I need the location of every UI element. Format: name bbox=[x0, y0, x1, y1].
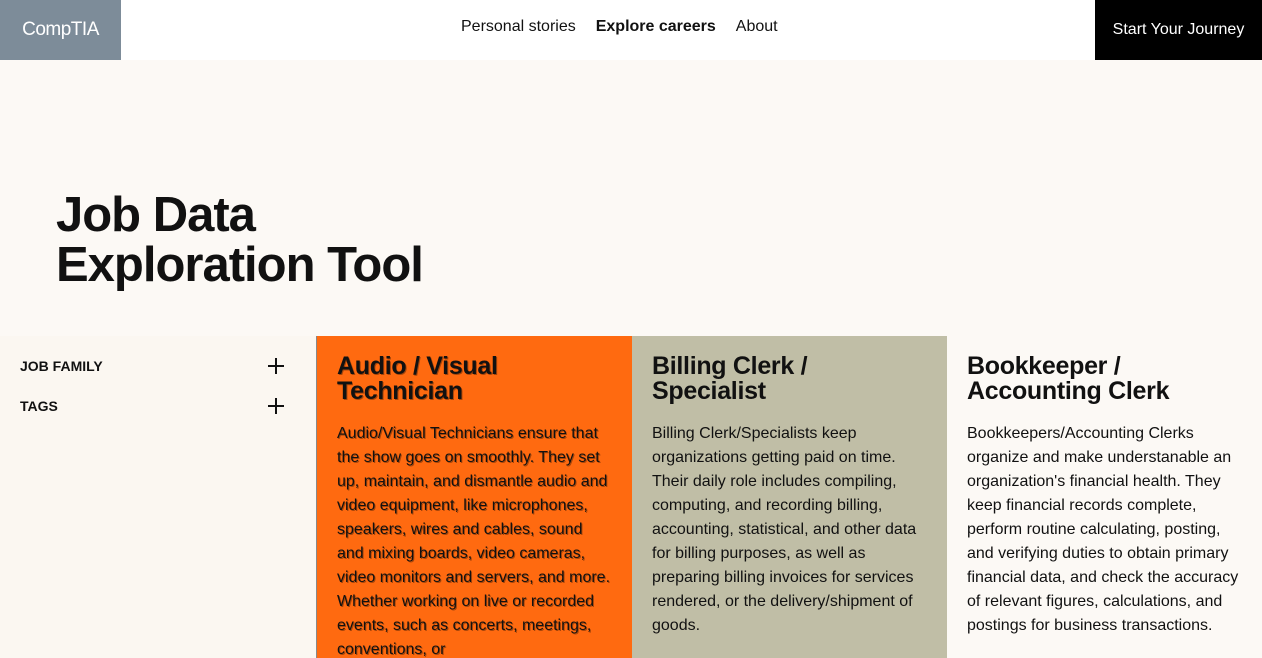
job-card-bookkeeper[interactable] bbox=[947, 336, 1262, 658]
nav-about[interactable]: About bbox=[735, 18, 778, 35]
filter-tags[interactable] bbox=[20, 394, 284, 418]
job-card-description: Bookkeepers/Accounting Clerks organize and make understanable an organization's financial health. They keep financial records complete, perform routine calculating, posting, and verifying duties to obtain primary financial data, and check the accuracy of relevant figures, calculations, and postings for business transactions. bbox=[967, 425, 1239, 634]
job-card-audio-visual-technician[interactable] bbox=[316, 336, 632, 658]
job-card-billing-clerk[interactable] bbox=[632, 336, 947, 658]
filter-job-family[interactable] bbox=[20, 354, 284, 378]
job-card-description: Billing Clerk/Specialists keep organizations getting paid on time. Their daily role includes compiling, computing, and recording billing, accounting, statistical, and other data for billing purposes, as well as preparing billing invoices for services rendered, or the delivery/shipment of goods. bbox=[652, 425, 917, 634]
page-title-line-2: Exploration Tool bbox=[56, 238, 423, 292]
job-card-title: Audio / Visual Technician bbox=[337, 352, 498, 405]
job-card-description: Audio/Visual Technicians ensure that the show goes on smoothly. They set up, maintain, and dismantle audio and video equipment, like microphones, speakers, wires and cables, sound and mixing boards, video cameras, video monitors and servers, and more. Whether working on live or recorded events, such as concerts, meetings, conventions, or bbox=[337, 425, 611, 658]
nav-personal-stories[interactable]: Personal stories bbox=[461, 18, 576, 35]
job-card-title: Billing Clerk / Specialist bbox=[652, 352, 808, 405]
main-nav bbox=[461, 18, 778, 36]
comptia-logo[interactable]: CompTIA bbox=[0, 0, 121, 60]
filter-tags-label: TAGS bbox=[20, 398, 58, 414]
start-journey-button[interactable]: Start Your Journey bbox=[1095, 0, 1262, 60]
page-title bbox=[56, 190, 423, 290]
nav-explore-careers[interactable]: Explore careers bbox=[595, 18, 716, 35]
job-card-title: Bookkeeper / Accounting Clerk bbox=[967, 352, 1170, 405]
filter-job-family-label: JOB FAMILY bbox=[20, 358, 103, 374]
plus-icon[interactable] bbox=[268, 358, 284, 374]
page-title-line-1: Job Data bbox=[56, 188, 255, 242]
filter-panel bbox=[0, 336, 316, 658]
site-header bbox=[0, 0, 1262, 60]
plus-icon[interactable] bbox=[268, 398, 284, 414]
